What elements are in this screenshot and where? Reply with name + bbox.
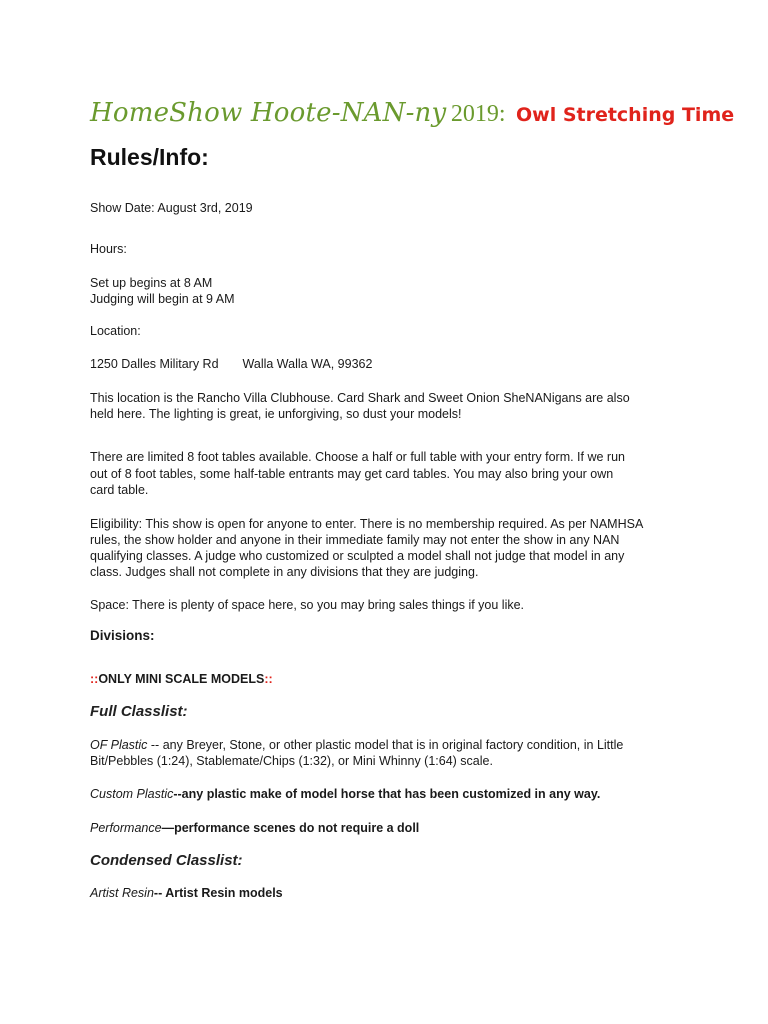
of-plastic-text-1: -- any Breyer, Stone, or other plastic model that is in original factory condition, in Little [147,738,624,752]
title-subtitle: Owl Stretching Time [515,104,735,126]
condensed-classlist-heading: Condensed Classlist: [90,852,243,869]
of-plastic-line-2: Bit/Pebbles (1:24), Stablemate/Chips (1:32), or Mini Whinny (1:64) scale. [90,754,493,768]
performance-text: —performance scenes do not require a doll [161,821,420,835]
tables-line-1: There are limited 8 foot tables available. Choose a half or full table with your entry form. If we run [90,450,625,464]
hours-setup: Set up begins at 8 AM [90,276,213,290]
full-classlist-heading: Full Classlist: [90,703,188,720]
performance-line [90,820,690,836]
location-description-1: This location is the Rancho Villa Clubhouse. Card Shark and Sweet Onion SheNANigans are also [90,391,630,405]
eligibility-line-4: class. Judges shall not complete in any divisions that they are judging. [90,565,479,579]
custom-plastic-label: Custom Plastic [90,787,174,801]
hours-judging: Judging will begin at 9 AM [90,292,235,306]
show-date: Show Date: August 3rd, 2019 [90,201,253,215]
custom-plastic-line [90,786,690,802]
tables-line-2: out of 8 foot tables, some half-table entrants may get card tables. You may also bring your own [90,467,614,481]
title-main: HomeShow Hoote-NAN-ny [90,98,447,128]
custom-plastic-text: --any plastic make of model horse that has been customized in any way. [173,787,601,801]
artist-resin-label: Artist Resin [90,886,154,900]
divisions-heading: Divisions: [90,628,155,643]
eligibility-line-3: qualifying classes. A judge who customized or sculpted a model shall not judge that model in any [90,549,625,563]
only-mini-label: ONLY MINI SCALE MODELS [98,672,265,686]
marker-left: :: [90,672,99,686]
eligibility-line-2: rules, the show holder and anyone in their immediate family may not enter the show in any NAN [90,533,620,547]
tables-line-3: card table. [90,483,149,497]
address-city: Walla Walla WA, 99362 [242,357,373,371]
location-description-2: held here. The lighting is great, ie unforgiving, so dust your models! [90,407,462,421]
performance-label: Performance [90,821,162,835]
space-text: Space: There is plenty of space here, so you may bring sales things if you like. [90,598,525,612]
of-plastic-line-1 [90,737,690,753]
title-year: 2019: [450,101,506,127]
location-address [90,356,690,372]
hours-label: Hours: [90,242,127,256]
eligibility-line-1: Eligibility: This show is open for anyone to enter. There is no membership required. As per NAMHSA [90,517,644,531]
location-label: Location: [90,324,141,338]
rules-heading: Rules/Info: [90,144,209,170]
document-title [90,98,734,128]
marker-right: :: [264,672,273,686]
only-mini-line [90,671,690,687]
of-plastic-label: OF Plastic [90,738,148,752]
artist-resin-text: -- Artist Resin models [153,886,283,900]
artist-resin-line [90,885,690,901]
address-street: 1250 Dalles Military Rd [90,357,219,371]
